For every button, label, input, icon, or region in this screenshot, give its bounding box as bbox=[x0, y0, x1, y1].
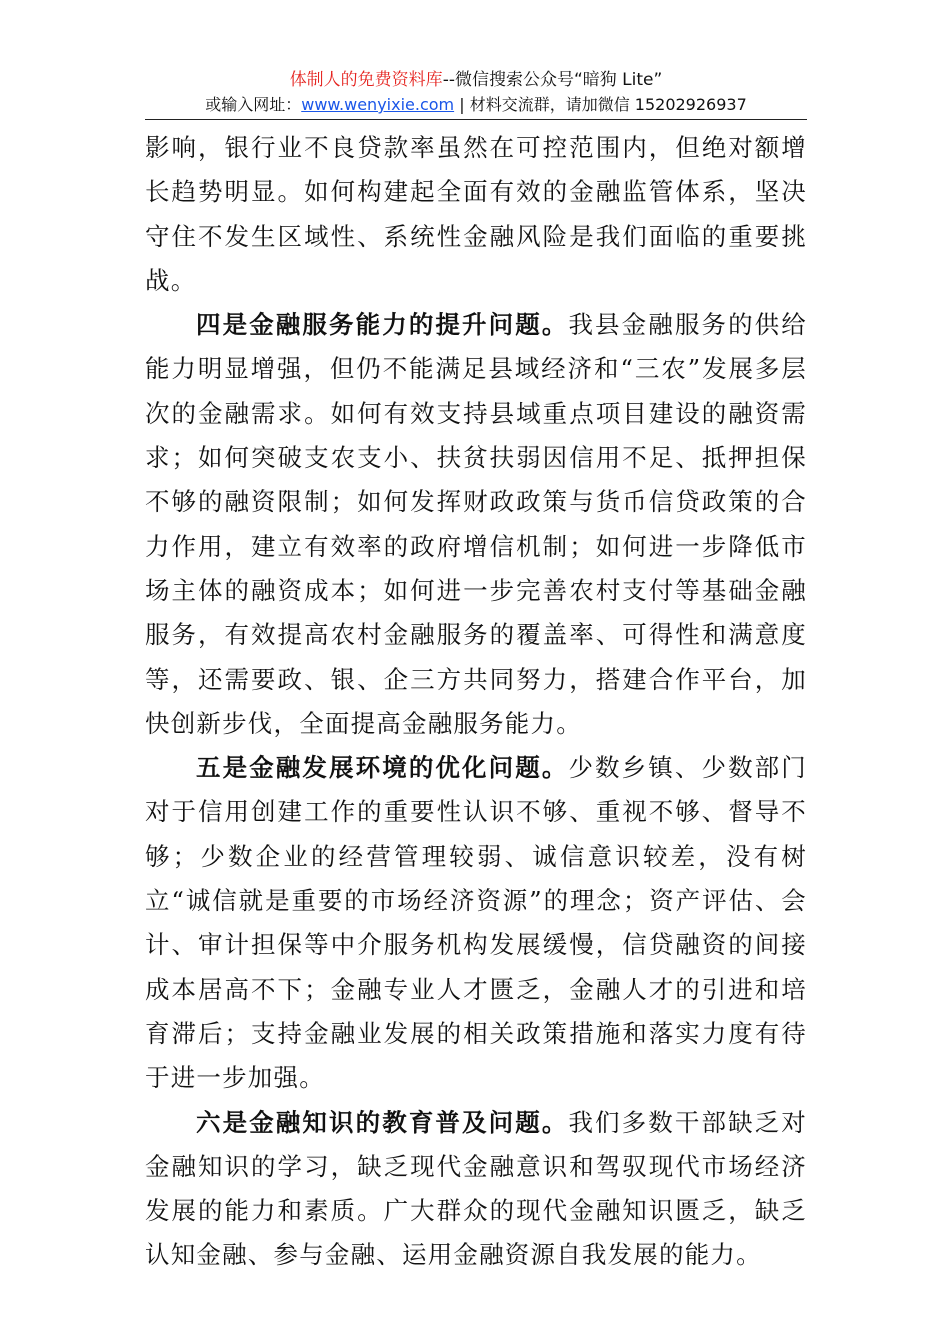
paragraph-financial-service bbox=[145, 303, 807, 746]
website-link[interactable]: www.wenyixie.com bbox=[301, 95, 455, 114]
paragraph-lead: 四是金融服务能力的提升问题。 bbox=[196, 310, 569, 340]
paragraph-text: 我们多数干部缺乏对金融知识的学习，缺乏现代金融意识和驾驭现代市场经济发展的能力和素质。广大群众的现代金融知识匮乏，缺乏认知金融、参与金融、运用金融资源自我发展的能力。 bbox=[145, 1107, 807, 1270]
contact-info: 材料交流群，请加微信 15202926937 bbox=[469, 95, 747, 114]
paragraph-education bbox=[145, 1101, 807, 1278]
brand-title: 体制人的免费资料库 bbox=[289, 70, 443, 90]
url-prefix: 或输入网址： bbox=[205, 95, 302, 114]
paragraph-text: 我县金融服务的供给能力明显增强，但仍不能满足县域经济和“三农”发展多层次的金融需求。如何有效支持县域重点项目建设的融资需求；如何突破支农支小、扶贫扶弱因信用不足、抵押担保不够的融资限制；如何发挥财政政策与货币信贷政策的合力作用，建立有效率的政府增信机制；如何进一步降低市场主体的融资成本；如何进一步完善农村支付等基础金融服务，有效提高农村金融服务的覆盖率、可得性和满意度等，还需要政、银、企三方共同努力，搭建合作平台，加快创新步伐，全面提高金融服务能力。 bbox=[145, 310, 807, 738]
header-title-line bbox=[145, 68, 807, 92]
paragraph-environment bbox=[145, 746, 807, 1100]
wechat-note: --微信搜索公众号“暗狗 Lite” bbox=[442, 70, 663, 90]
header-contact-line bbox=[145, 94, 807, 116]
paragraph-continuation bbox=[145, 126, 807, 303]
page-header bbox=[145, 68, 807, 116]
paragraph-text: 少数乡镇、少数部门对于信用创建工作的重要性认识不够、重视不够、督导不够；少数企业的经营管理较弱、诚信意识较差，没有树立“诚信就是重要的市场经济资源”的理念；资产评估、会计、审计担保等中介服务机构发展缓慢，信贷融资的间接成本居高不下；金融专业人才匮乏，金融人才的引进和培育滞后；支持金融业发展的相关政策措施和落实力度有待于进一步加强。 bbox=[145, 753, 807, 1093]
paragraph-lead: 五是金融发展环境的优化问题。 bbox=[196, 753, 569, 783]
header-divider bbox=[145, 119, 807, 120]
paragraph-text: 影响，银行业不良贷款率虽然在可控范围内，但绝对额增长趋势明显。如何构建起全面有效的金融监管体系，坚决守住不发生区域性、系统性金融风险是我们面临的重要挑战。 bbox=[145, 133, 807, 295]
header-separator: | bbox=[454, 95, 470, 114]
document-body bbox=[145, 126, 807, 1278]
paragraph-lead: 六是金融知识的教育普及问题。 bbox=[196, 1107, 569, 1137]
